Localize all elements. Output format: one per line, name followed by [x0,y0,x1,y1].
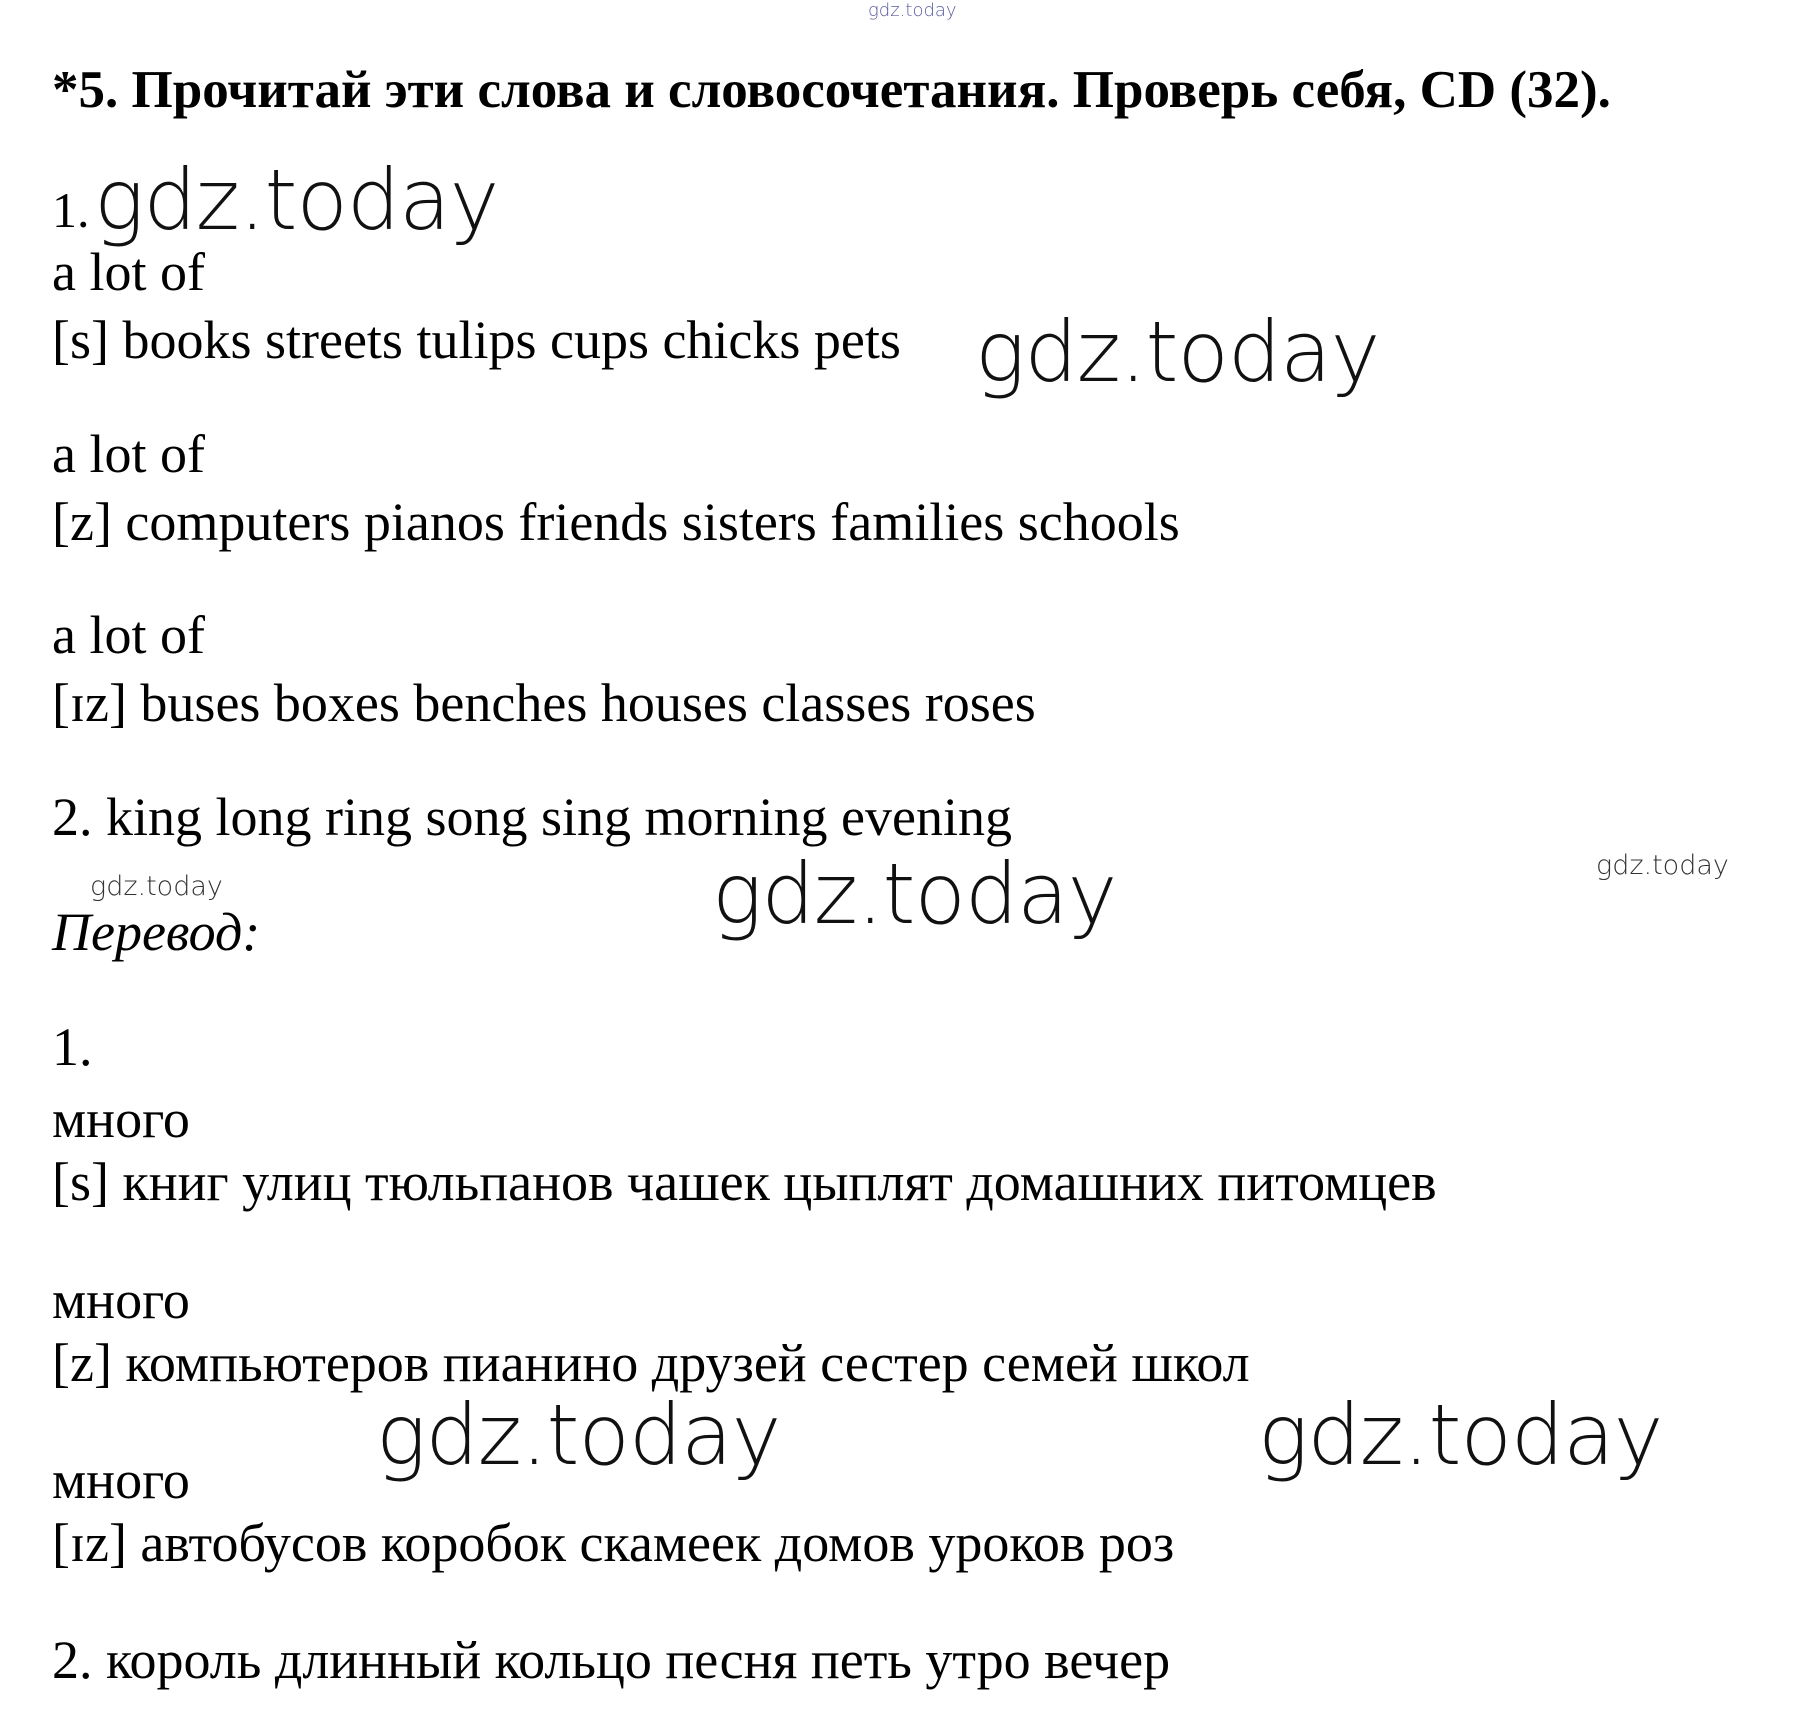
en-part2: 2. king long ring song sing morning evening [52,787,1012,847]
en-z-prefix: a lot of [52,424,205,484]
ru-part2: 2. король длинный кольцо песня петь утро вечер [52,1630,1171,1690]
exercise-heading: *5. Прочитай эти слова и словосочетания. Проверь себя, CD (32). [52,61,1611,119]
watermark-big-2: gdz.today [975,303,1380,401]
en-s-prefix: a lot of [52,242,205,302]
watermark-big-1: gdz.today [94,151,499,249]
en-z-line: [z] computers pianos friends sisters families schools [52,492,1180,552]
watermark-big-bottom-left: gdz.today [376,1386,781,1484]
watermark-big-bottom-right: gdz.today [1258,1386,1663,1484]
watermark-big-center: gdz.today [712,845,1117,943]
ru-part1-number: 1. [52,1017,93,1077]
en-iz-line: [ɪz] buses boxes benches houses classes roses [52,673,1036,733]
ru-iz-line: [ɪz] автобусов коробок скамеек домов уроков роз [52,1513,1175,1573]
ru-z-prefix: много [52,1270,190,1330]
ru-z-line: [z] компьютеров пианино друзей сестер семей школ [52,1333,1250,1393]
ru-iz-prefix: много [52,1450,190,1510]
translation-heading: Перевод: [52,902,261,962]
ru-s-line: [s] книг улиц тюльпанов чашек цыплят домашних питомцев [52,1152,1437,1212]
watermark-small-left: gdz.today [90,871,223,902]
en-iz-prefix: a lot of [52,605,205,665]
part1-number: 1. [52,182,90,238]
watermark-small-right: gdz.today [1596,850,1729,881]
en-s-line: [s] books streets tulips cups chicks pets [52,310,901,370]
watermark-top: gdz.today [868,0,957,21]
ru-s-prefix: много [52,1089,190,1149]
